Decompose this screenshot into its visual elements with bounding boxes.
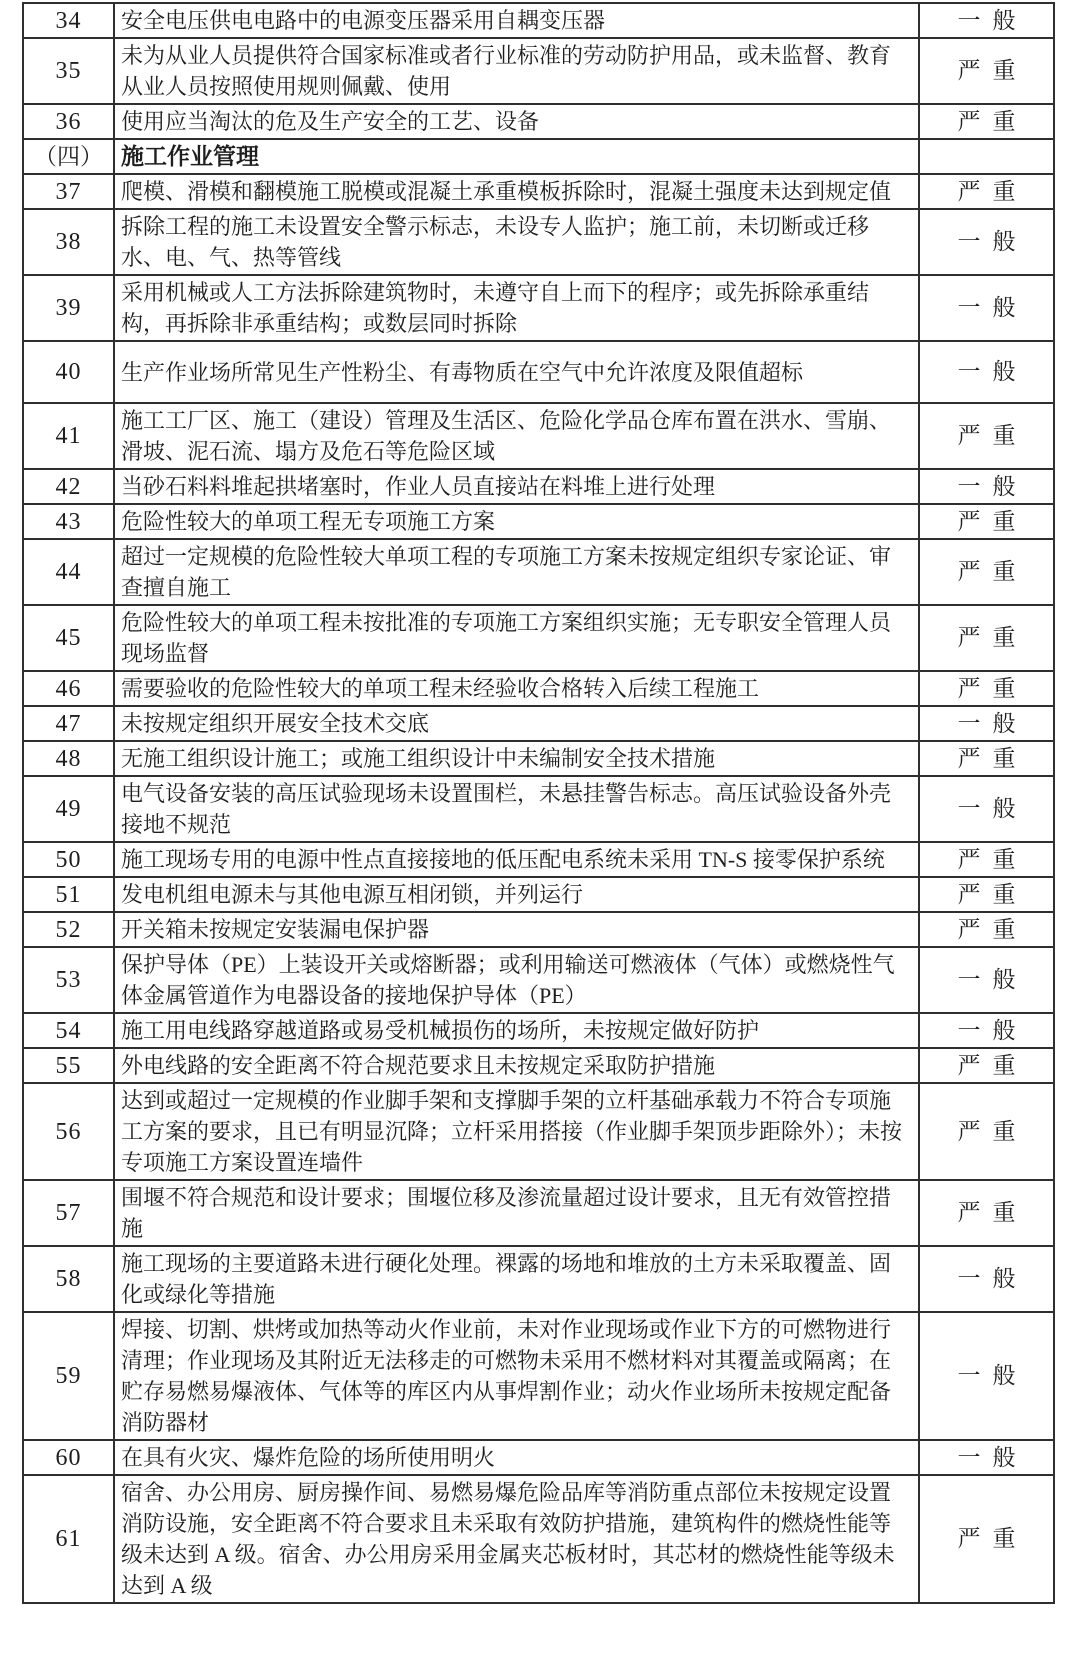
violation-description: 开关箱未按规定安装漏电保护器 [114, 912, 919, 947]
table-row [23, 741, 1054, 776]
row-number-cell: 54 [23, 1013, 114, 1048]
row-number-cell: 38 [23, 209, 114, 275]
table-row [23, 104, 1054, 139]
table-row [23, 1312, 1054, 1440]
severity-label: 严重 [919, 38, 1054, 104]
violation-description: 施工现场的主要道路未进行硬化处理。裸露的场地和堆放的土方未采取覆盖、固化或绿化等措施 [114, 1246, 919, 1312]
severity-label: 一般 [919, 1312, 1054, 1440]
violation-description: 拆除工程的施工未设置安全警示标志，未设专人监护；施工前，未切断或迁移水、电、气、热等管线 [114, 209, 919, 275]
row-number-cell: 34 [23, 3, 114, 38]
row-number-cell: 58 [23, 1246, 114, 1312]
severity-label: 一般 [919, 776, 1054, 842]
row-number-cell: 48 [23, 741, 114, 776]
row-number-cell: 43 [23, 504, 114, 539]
table-row [23, 877, 1054, 912]
severity-label: 一般 [919, 1246, 1054, 1312]
row-number-cell: 52 [23, 912, 114, 947]
violation-description: 未按规定组织开展安全技术交底 [114, 706, 919, 741]
severity-label: 严重 [919, 1475, 1054, 1603]
table-row [23, 38, 1054, 104]
row-number-cell: 56 [23, 1083, 114, 1180]
table-row [23, 275, 1054, 341]
row-number-cell: 49 [23, 776, 114, 842]
violation-table-body [23, 3, 1054, 1603]
row-number-cell: 37 [23, 174, 114, 209]
violation-description: 当砂石料料堆起拱堵塞时，作业人员直接站在料堆上进行处理 [114, 469, 919, 504]
severity-label: 严重 [919, 1083, 1054, 1180]
violation-description: 达到或超过一定规模的作业脚手架和支撑脚手架的立杆基础承载力不符合专项施工方案的要求，且已有明显沉降；立杆采用搭接（作业脚手架顶步距除外）；未按专项施工方案设置连墙件 [114, 1083, 919, 1180]
table-row [23, 539, 1054, 605]
table-row [23, 842, 1054, 877]
row-number-cell: 61 [23, 1475, 114, 1603]
violation-description: 施工现场专用的电源中性点直接接地的低压配电系统未采用 TN-S 接零保护系统 [114, 842, 919, 877]
severity-label: 一般 [919, 947, 1054, 1013]
row-number-cell: 60 [23, 1440, 114, 1475]
violation-description: 使用应当淘汰的危及生产安全的工艺、设备 [114, 104, 919, 139]
violation-description: 保护导体（PE）上装设开关或熔断器；或利用输送可燃液体（气体）或燃烧性气体金属管道作为电器设备的接地保护导体（PE） [114, 947, 919, 1013]
violation-description: 生产作业场所常见生产性粉尘、有毒物质在空气中允许浓度及限值超标 [114, 341, 919, 403]
severity-label: 一般 [919, 1440, 1054, 1475]
row-number-cell: 50 [23, 842, 114, 877]
table-row [23, 1475, 1054, 1603]
row-number-cell: 42 [23, 469, 114, 504]
table-row [23, 947, 1054, 1013]
violation-description: 危险性较大的单项工程无专项施工方案 [114, 504, 919, 539]
violation-description: 爬模、滑模和翻模施工脱模或混凝土承重模板拆除时，混凝土强度未达到规定值 [114, 174, 919, 209]
severity-label: 严重 [919, 877, 1054, 912]
table-row [23, 403, 1054, 469]
row-number-cell: 55 [23, 1048, 114, 1083]
severity-label: 一般 [919, 1013, 1054, 1048]
row-number-cell: 41 [23, 403, 114, 469]
violation-description: 安全电压供电电路中的电源变压器采用自耦变压器 [114, 3, 919, 38]
table-row [23, 1013, 1054, 1048]
violation-description: 外电线路的安全距离不符合规范要求且未按规定采取防护措施 [114, 1048, 919, 1083]
table-row [23, 1083, 1054, 1180]
table-row [23, 1180, 1054, 1246]
table-row [23, 209, 1054, 275]
row-number-cell: 45 [23, 605, 114, 671]
table-row [23, 341, 1054, 403]
row-number-cell: 59 [23, 1312, 114, 1440]
table-row [23, 1048, 1054, 1083]
violation-description: 宿舍、办公用房、厨房操作间、易燃易爆危险品库等消防重点部位未按规定设置消防设施，安全距离不符合要求且未采取有效防护措施，建筑构件的燃烧性能等级未达到 A 级。宿舍、办公用房采用金属夹芯板材时，其芯材的燃烧性能等级未达到 A 级 [114, 1475, 919, 1603]
severity-label: 严重 [919, 741, 1054, 776]
severity-label: 严重 [919, 842, 1054, 877]
severity-label: 一般 [919, 275, 1054, 341]
severity-label: 严重 [919, 104, 1054, 139]
severity-label: 严重 [919, 1048, 1054, 1083]
severity-label [919, 139, 1054, 174]
severity-label: 严重 [919, 403, 1054, 469]
violation-description: 超过一定规模的危险性较大单项工程的专项施工方案未按规定组织专家论证、审查擅自施工 [114, 539, 919, 605]
severity-label: 严重 [919, 671, 1054, 706]
row-number-cell: 39 [23, 275, 114, 341]
violation-description: 焊接、切割、烘烤或加热等动火作业前，未对作业现场或作业下方的可燃物进行清理；作业现场及其附近无法移走的可燃物未采用不燃材料对其覆盖或隔离；在贮存易燃易爆液体、气体等的库区内从事焊割作业；动火作业场所未按规定配备消防器材 [114, 1312, 919, 1440]
violation-description: 围堰不符合规范和设计要求；围堰位移及渗流量超过设计要求，且无有效管控措施 [114, 1180, 919, 1246]
violation-description: 施工用电线路穿越道路或易受机械损伤的场所，未按规定做好防护 [114, 1013, 919, 1048]
row-number-cell: 47 [23, 706, 114, 741]
table-row [23, 1246, 1054, 1312]
violation-table [22, 2, 1055, 1604]
severity-label: 一般 [919, 469, 1054, 504]
table-row [23, 671, 1054, 706]
severity-label: 严重 [919, 605, 1054, 671]
severity-label: 严重 [919, 1180, 1054, 1246]
violation-description: 施工工厂区、施工（建设）管理及生活区、危险化学品仓库布置在洪水、雪崩、滑坡、泥石流、塌方及危石等危险区域 [114, 403, 919, 469]
violation-description: 未为从业人员提供符合国家标准或者行业标准的劳动防护用品，或未监督、教育从业人员按照使用规则佩戴、使用 [114, 38, 919, 104]
violation-description: 危险性较大的单项工程未按批准的专项施工方案组织实施；无专职安全管理人员现场监督 [114, 605, 919, 671]
severity-label: 严重 [919, 912, 1054, 947]
violation-description: 需要验收的危险性较大的单项工程未经验收合格转入后续工程施工 [114, 671, 919, 706]
row-number-cell: 40 [23, 341, 114, 403]
violation-description: 电气设备安装的高压试验现场未设置围栏，未悬挂警告标志。高压试验设备外壳接地不规范 [114, 776, 919, 842]
row-number-cell: 51 [23, 877, 114, 912]
row-number-cell: 46 [23, 671, 114, 706]
violation-description: 采用机械或人工方法拆除建筑物时，未遵守自上而下的程序；或先拆除承重结构，再拆除非承重结构；或数层同时拆除 [114, 275, 919, 341]
severity-label: 一般 [919, 706, 1054, 741]
table-row [23, 3, 1054, 38]
table-row [23, 174, 1054, 209]
severity-label: 严重 [919, 174, 1054, 209]
severity-label: 严重 [919, 539, 1054, 605]
table-row [23, 776, 1054, 842]
violation-description: 无施工组织设计施工；或施工组织设计中未编制安全技术措施 [114, 741, 919, 776]
row-number-cell: 36 [23, 104, 114, 139]
row-number-cell: 35 [23, 38, 114, 104]
section-index-cell: （四） [23, 139, 114, 174]
severity-label: 一般 [919, 3, 1054, 38]
row-number-cell: 57 [23, 1180, 114, 1246]
row-number-cell: 44 [23, 539, 114, 605]
table-row [23, 706, 1054, 741]
table-row [23, 605, 1054, 671]
section-header-row [23, 139, 1054, 174]
severity-label: 一般 [919, 209, 1054, 275]
table-row [23, 1440, 1054, 1475]
violation-description: 在具有火灾、爆炸危险的场所使用明火 [114, 1440, 919, 1475]
table-row [23, 469, 1054, 504]
severity-label: 一般 [919, 341, 1054, 403]
violation-description: 发电机组电源未与其他电源互相闭锁，并列运行 [114, 877, 919, 912]
table-row [23, 504, 1054, 539]
severity-label: 严重 [919, 504, 1054, 539]
table-row [23, 912, 1054, 947]
row-number-cell: 53 [23, 947, 114, 1013]
section-title: 施工作业管理 [114, 139, 919, 174]
